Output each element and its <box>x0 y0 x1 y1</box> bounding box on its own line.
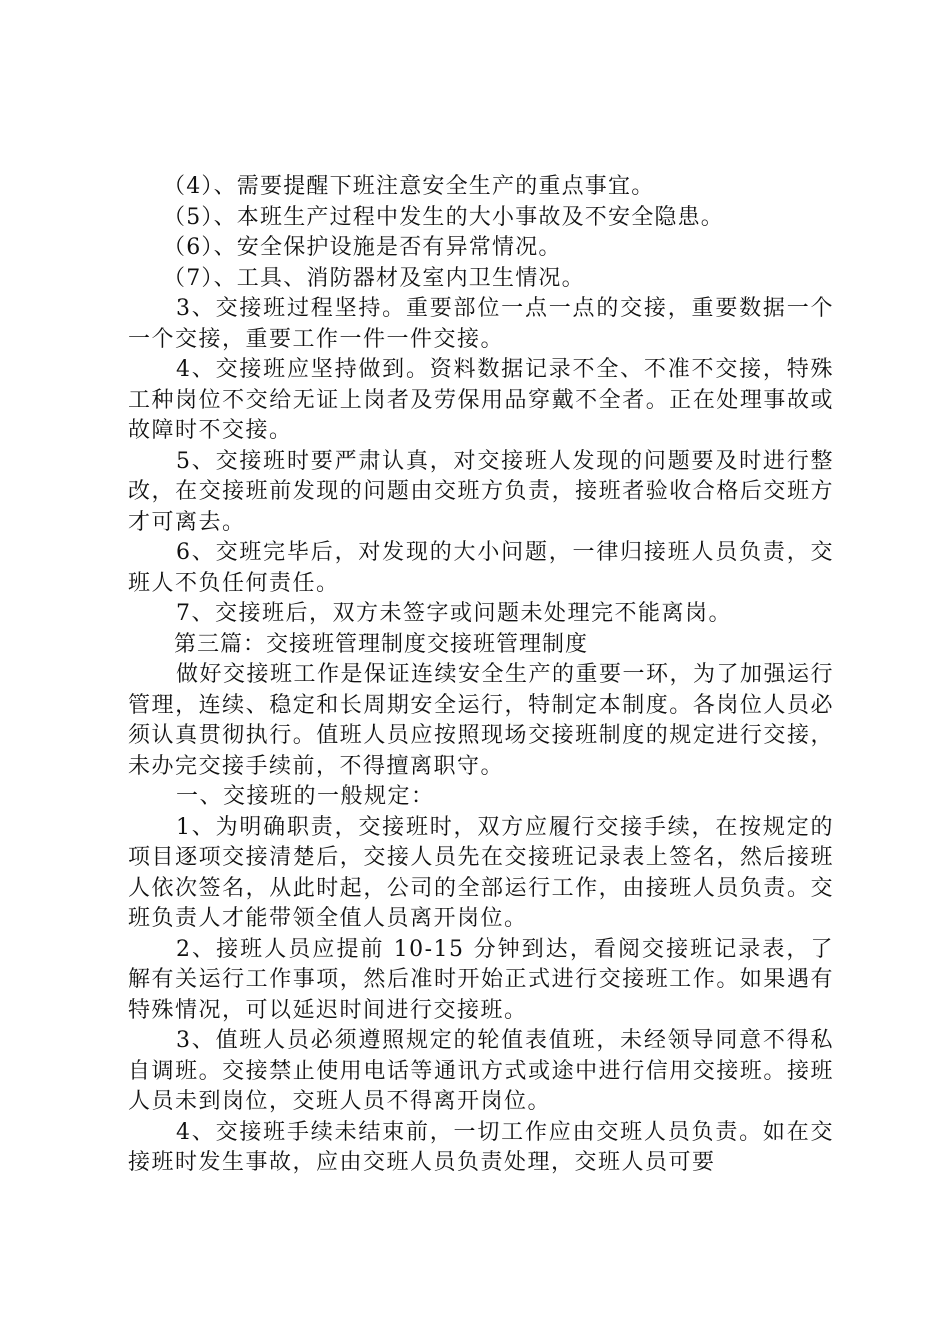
paragraph: 4、交接班手续未结束前，一切工作应由交班人员负责。如在交接班时发生事故，应由交班人员负责处理，交班人员可要 <box>128 1119 834 1175</box>
section-title: 第三篇：交接班管理制度交接班管理制度 <box>174 631 589 657</box>
document-body <box>128 172 834 1179</box>
paragraph: 4、交接班应坚持做到。资料数据记录不全、不准不交接，特殊工种岗位不交给无证上岗者及劳保用品穿戴不全者。正在处理事故或故障时不交接。 <box>128 357 834 443</box>
list-item: （7）、工具、消防器材及室内卫生情况。 <box>163 265 585 291</box>
paragraph: 1、为明确职责，交接班时，双方应履行交接手续，在按规定的项目逐项交接清楚后，交接人员先在交接班记录表上签名，然后接班人依次签名，从此时起，公司的全部运行工作，由接班人员负责。交班负责人才能带领全值人员离开岗位。 <box>128 814 834 931</box>
paragraph: 7、交接班后，双方未签字或问题未处理完不能离岗。 <box>176 601 732 626</box>
section-heading: 一、交接班的一般规定： <box>176 784 435 809</box>
paragraph: 6、交班完毕后，对发现的大小问题，一律归接班人员负责，交班人不负任何责任。 <box>128 540 834 596</box>
paragraph: 3、交接班过程坚持。重要部位一点一点的交接，重要数据一个一个交接，重要工作一件一件交接。 <box>128 296 834 352</box>
paragraph: 3、值班人员必须遵照规定的轮值表值班，未经领导同意不得私自调班。交接禁止使用电话等通讯方式或途中进行信用交接班。接班人员未到岗位，交班人员不得离开岗位。 <box>128 1028 834 1114</box>
paragraph: 2、接班人员应提前 10-15 分钟到达，看阅交接班记录表，了解有关运行工作事项，然后准时开始正式进行交接班工作。如果遇有特殊情况，可以延迟时间进行交接班。 <box>128 936 834 1023</box>
list-item: （6）、安全保护设施是否有异常情况。 <box>163 235 562 260</box>
paragraph: 做好交接班工作是保证连续安全生产的重要一环，为了加强运行管理，连续、稳定和长周期安全运行，特制定本制度。各岗位人员必须认真贯彻执行。值班人员应按照现场交接班制度的规定进行交接，未办完交接手续前，不得擅离职守。 <box>128 662 835 779</box>
list-item: （5）、本班生产过程中发生的大小事故及不安全隐患。 <box>163 204 724 230</box>
paragraph: 5、交接班时要严肃认真，对交接班人发现的问题要及时进行整改，在交接班前发现的问题由交班方负责，接班者验收合格后交班方才可离去。 <box>128 448 834 535</box>
list-item: （4）、需要提醒下班注意安全生产的重点事宜。 <box>163 174 655 199</box>
